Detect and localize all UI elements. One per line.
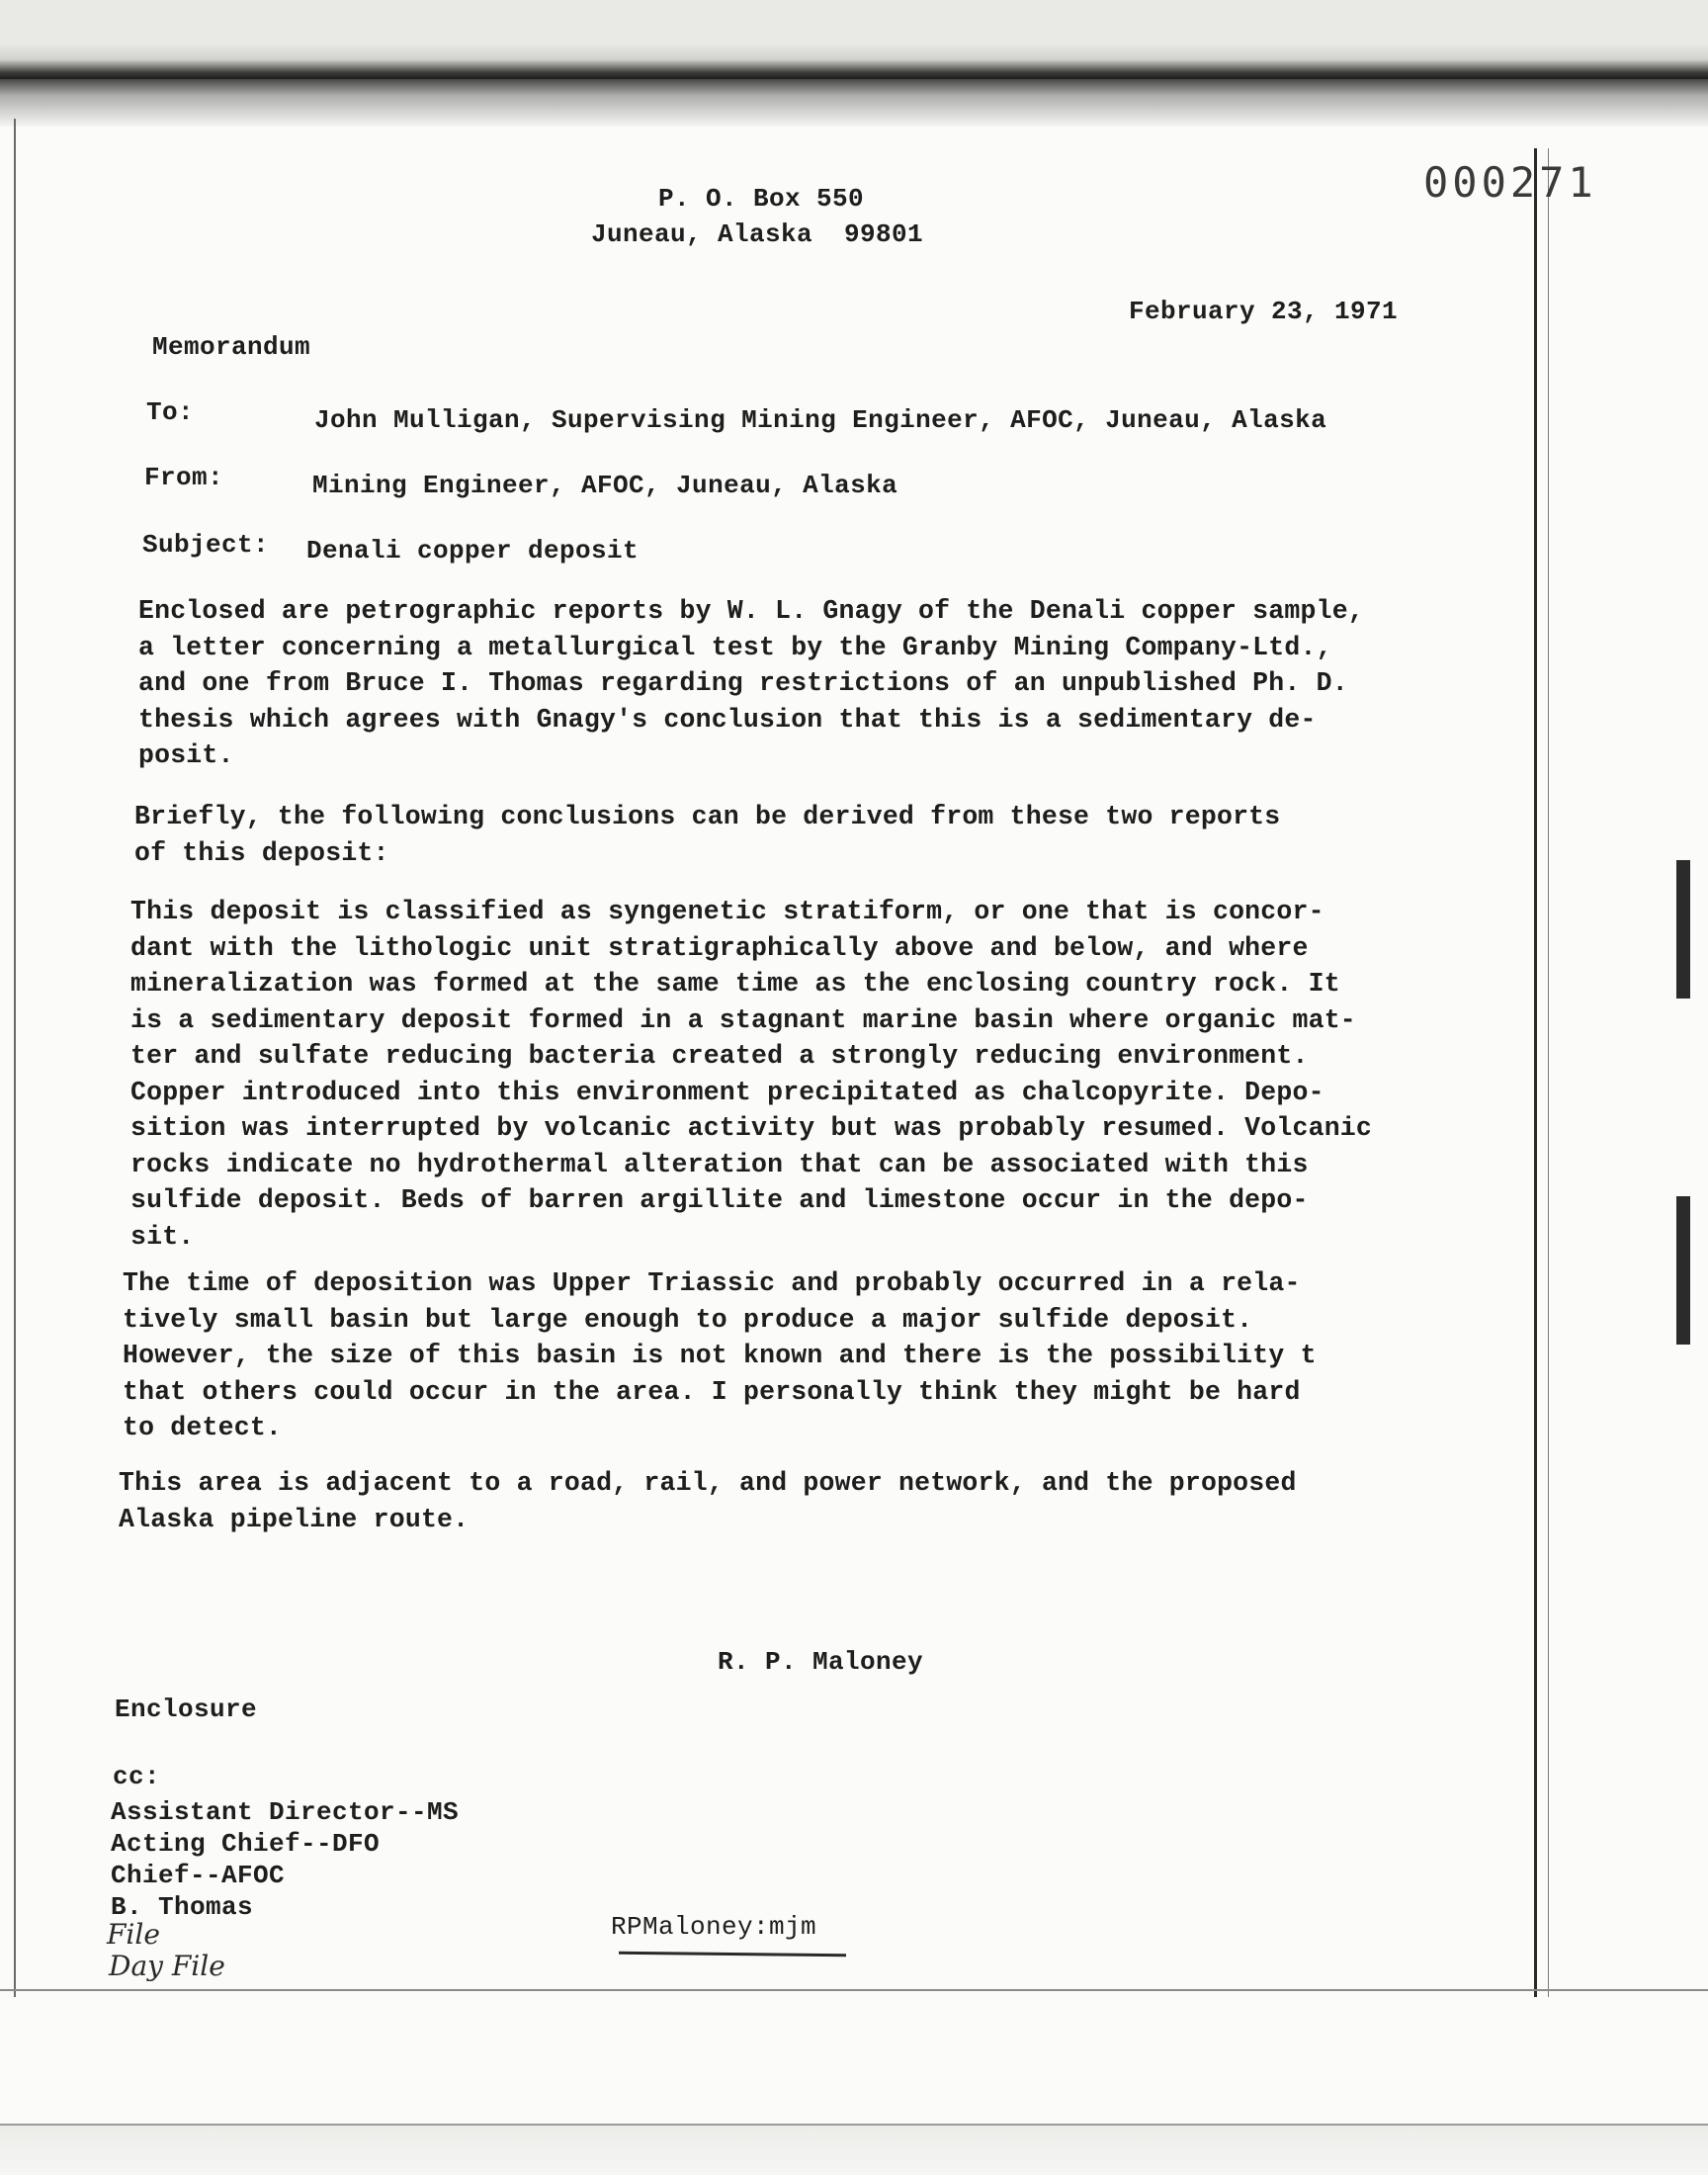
bottom-margin-line <box>0 1989 1708 1991</box>
page-top-edge <box>0 0 1708 79</box>
left-margin-line <box>14 119 16 1997</box>
body-paragraph-4: The time of deposition was Upper Triassic and probably occurred in a rela- tively small basin but large enough to produce a major sulfide deposit. However, the size of this basin is not known and there is the possibility t that others could occur in the area. I personally think they might be hard to detect. <box>123 1268 1317 1442</box>
from-label: From: <box>144 463 224 492</box>
body-paragraph-5: This area is adjacent to a road, rail, and power network, and the proposed Alaska pipeline route. <box>119 1468 1297 1534</box>
memo-type: Memorandum <box>152 332 311 362</box>
right-margin-line-thin <box>1548 148 1549 1997</box>
page-bottom-edge <box>0 2126 1708 2175</box>
initials-underline <box>619 1952 846 1957</box>
cc-recipient: B. Thomas <box>111 1892 254 1922</box>
right-edge-mark <box>1676 1196 1690 1345</box>
subject-value: Denali copper deposit <box>306 536 640 566</box>
from-value: Mining Engineer, AFOC, Juneau, Alaska <box>312 471 898 500</box>
subject-label: Subject: <box>142 530 270 560</box>
body-paragraph-1: Enclosed are petrographic reports by W. L. Gnagy of the Denali copper sample, a letter concerning a metallurgical test by the Granby Mining Company-Ltd., and one from Bruce I. Thomas regarding restrictions of an unpublished Ph. D. thesis which agrees with Gnagy's conclusion that this is a sedimentary de- posit. <box>138 596 1364 770</box>
cc-recipient: Assistant Director--MS <box>111 1797 460 1827</box>
cc-handwritten-file: File <box>107 1918 160 1951</box>
to-label: To: <box>146 397 195 427</box>
memo-date: February 23, 1971 <box>1129 297 1399 326</box>
document-number: 000271 <box>1423 158 1597 207</box>
signature-name: R. P. Maloney <box>718 1647 924 1677</box>
enclosure-label: Enclosure <box>115 1695 258 1724</box>
right-edge-mark <box>1676 860 1690 999</box>
letterhead-line-2: Juneau, Alaska 99801 <box>591 219 924 249</box>
cc-recipient: Acting Chief--DFO <box>111 1829 381 1859</box>
cc-recipient: Chief--AFOC <box>111 1861 286 1890</box>
right-margin-line <box>1534 148 1537 1997</box>
typist-initials: RPMaloney:mjm <box>611 1912 817 1942</box>
body-paragraph-2: Briefly, the following conclusions can be derived from these two reports of this deposit: <box>134 802 1281 868</box>
cc-label: cc: <box>113 1762 161 1791</box>
body-paragraph-3: This deposit is classified as syngenetic stratiform, or one that is concor- dant with the lithologic unit stratigraphically above and below, and where mineralization was formed at the same time as the enclosing country rock. It is a sedimentary deposit formed in a stagnant marine basin where organic mat- ter and sulfate reducing bacteria created a strongly reducing environment. Copper introduced into this environment precipitated as chalcopyrite. Depo- sition was interrupted by volcanic activity but was probably resumed. Volcanic rocks indicate no hydrothermal alteration that can be associated with this sulfide deposit. Beds of barren argillite and limestone occur in the depo- sit. <box>130 897 1373 1252</box>
to-value: John Mulligan, Supervising Mining Engineer, AFOC, Juneau, Alaska <box>314 405 1327 435</box>
letterhead-line-1: P. O. Box 550 <box>658 184 865 214</box>
cc-handwritten-day-file: Day File <box>109 1950 225 1982</box>
page-top-shadow <box>0 79 1708 127</box>
